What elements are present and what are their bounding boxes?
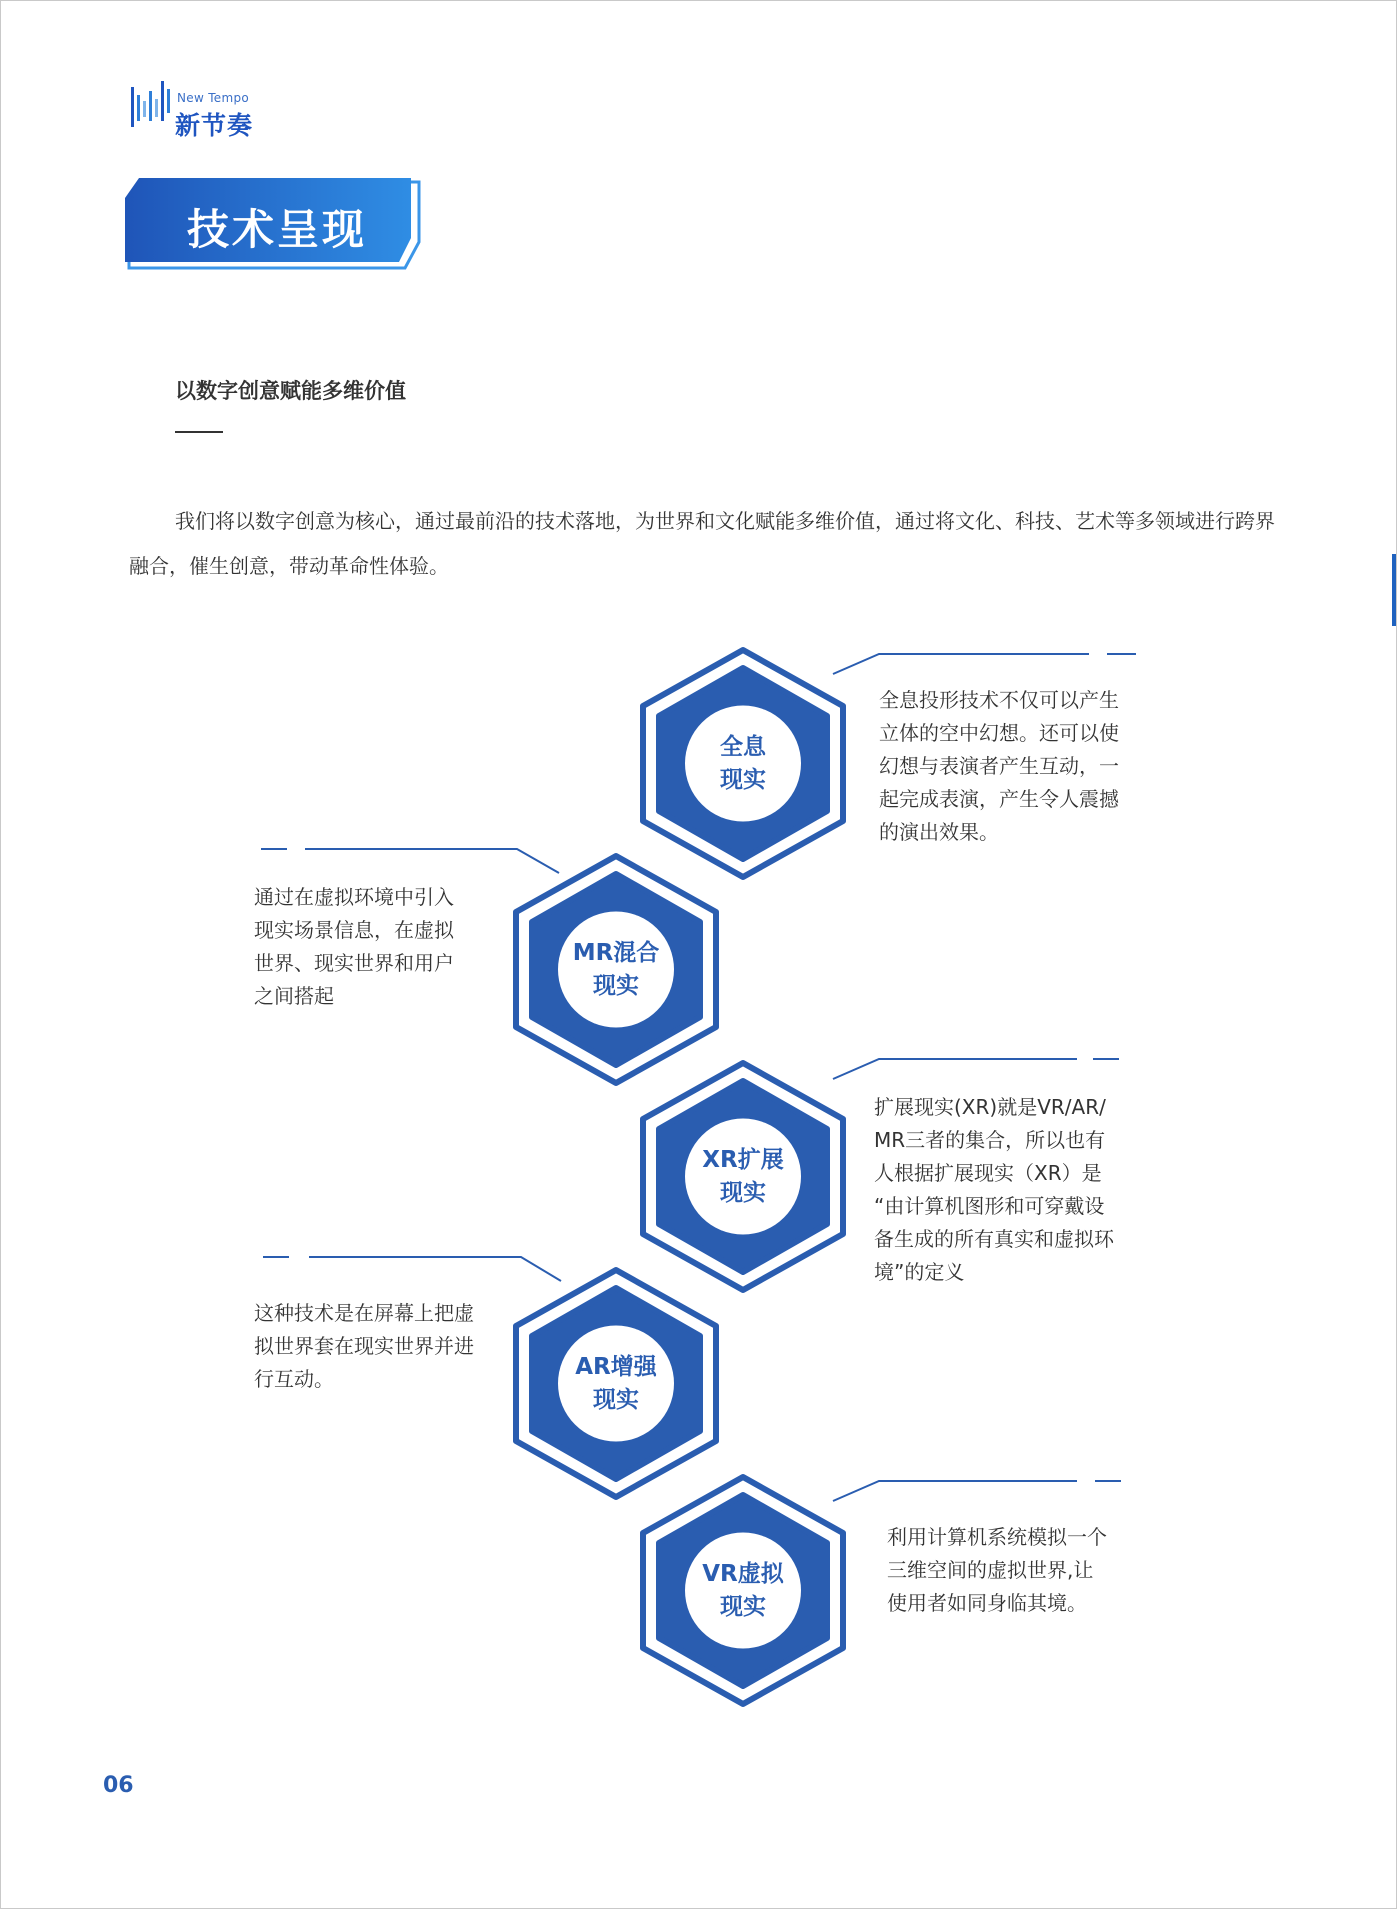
brand-logo bbox=[129, 79, 269, 139]
hexagon-label: 全息 现实 bbox=[720, 733, 766, 793]
section-title: 技术呈现 bbox=[187, 205, 368, 254]
connector-line-3 bbox=[831, 1051, 1141, 1081]
description-mixed-reality: 通过在虚拟环境中引入 现实场景信息，在虚拟 世界、现实世界和用户 之间搭起 bbox=[254, 885, 454, 1008]
edge-accent-bar bbox=[1392, 554, 1396, 626]
hexagon-label: MR混合 现实 bbox=[572, 939, 660, 999]
hexagon-label: XR扩展 现实 bbox=[702, 1146, 784, 1206]
intro-paragraph: 我们将以数字创意为核心，通过最前沿的技术落地，为世界和文化赋能多维价值，通过将文化、科技、艺术等多领域进行跨界融合，催生创意，带动革命性体验。 bbox=[129, 509, 1275, 578]
hexagon-label: AR增强 现实 bbox=[575, 1353, 657, 1413]
hexagon-virtual-reality bbox=[635, 1473, 851, 1708]
description-augmented-reality: 这种技术是在屏幕上把虚 拟世界套在现实世界并进 行互动。 bbox=[254, 1301, 474, 1391]
description-virtual-reality: 利用计算机系统模拟一个 三维空间的虚拟世界,让 使用者如同身临其境。 bbox=[887, 1525, 1107, 1615]
description-extended-reality: 扩展现实(XR)就是VR/AR/ MR三者的集合，所以也有 人根据扩展现实（XR）是 “由计算机图形和可穿戴设 备生成的所有真实和虚拟环 境”的定义 bbox=[874, 1095, 1114, 1284]
hexagon-holographic bbox=[635, 646, 851, 881]
subtitle-divider bbox=[175, 431, 223, 433]
hexagon-augmented-reality bbox=[508, 1266, 724, 1501]
logo-chinese-name: 新节奏 bbox=[175, 111, 254, 140]
hexagon-mixed-reality bbox=[508, 852, 724, 1087]
connector-line-2 bbox=[257, 841, 561, 875]
hexagon-extended-reality bbox=[635, 1059, 851, 1294]
connector-line-5 bbox=[831, 1473, 1141, 1503]
connector-line-4 bbox=[259, 1249, 563, 1283]
page-number: 06 bbox=[103, 1773, 134, 1798]
section-banner bbox=[125, 176, 425, 276]
description-holographic: 全息投形技术不仅可以产生 立体的空中幻想。还可以使 幻想与表演者产生互动，一 起完成表演，产生令人震撼 的演出效果。 bbox=[879, 688, 1119, 844]
connector-line-1 bbox=[831, 646, 1141, 676]
hexagon-label: VR虚拟 现实 bbox=[702, 1560, 784, 1620]
logo-english-name: New Tempo bbox=[177, 91, 250, 105]
subtitle: 以数字创意赋能多维价值 bbox=[175, 379, 406, 403]
sound-wave-logo-icon bbox=[129, 79, 175, 131]
